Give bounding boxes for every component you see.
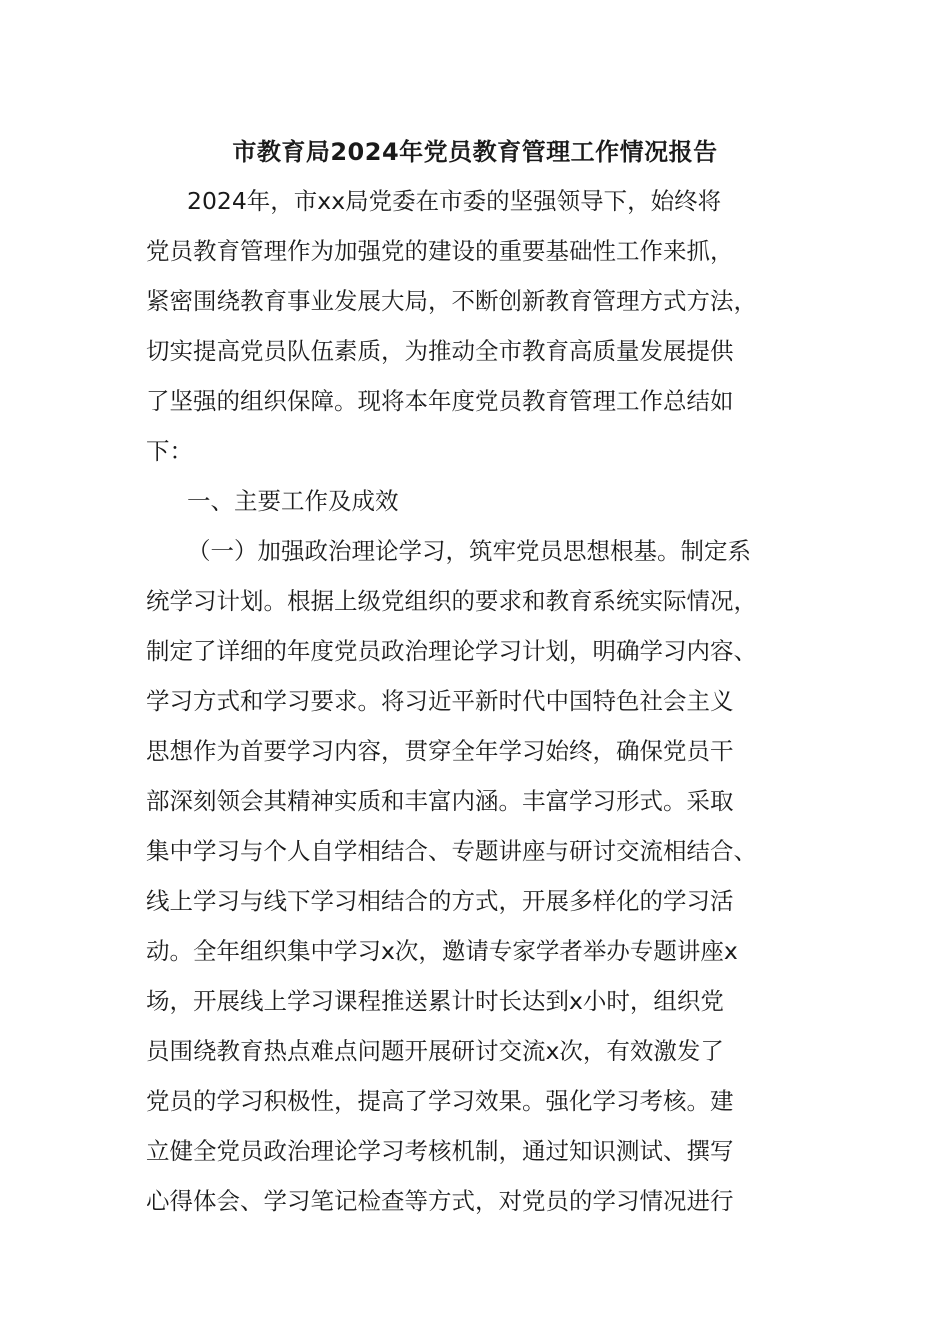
paragraph-line: 线上学习与线下学习相结合的方式，开展多样化的学习活: [146, 887, 734, 915]
paragraph-line: 员围绕教育热点难点问题开展研讨交流x次，有效激发了: [146, 1037, 724, 1065]
paragraph-line: 党员的学习积极性，提高了学习效果。强化学习考核。建: [146, 1087, 734, 1115]
paragraph-line: 紧密围绕教育事业发展大局，不断创新教育管理方式方法，: [146, 287, 757, 315]
paragraph-line: 下：: [146, 437, 193, 465]
paragraph-line: 学习方式和学习要求。将习近平新时代中国特色社会主义: [146, 687, 734, 715]
paragraph-line: 党员教育管理作为加强党的建设的重要基础性工作来抓，: [146, 237, 734, 265]
paragraph-line: （一）加强政治理论学习，筑牢党员思想根基。制定系: [187, 537, 751, 565]
paragraph-line: 制定了详细的年度党员政治理论学习计划，明确学习内容、: [146, 637, 757, 665]
paragraph-line: 了坚强的组织保障。现将本年度党员教育管理工作总结如: [146, 387, 734, 415]
paragraph-line: 动。全年组织集中学习x次，邀请专家学者举办专题讲座x: [146, 937, 738, 965]
paragraph-line: 2024年，市xx局党委在市委的坚强领导下，始终将: [187, 187, 722, 215]
paragraph-line: 集中学习与个人自学相结合、专题讲座与研讨交流相结合、: [146, 837, 757, 865]
paragraph-line: 立健全党员政治理论学习考核机制，通过知识测试、撰写: [146, 1137, 734, 1165]
paragraph-line: 思想作为首要学习内容，贯穿全年学习始终，确保党员干: [146, 737, 734, 765]
document-title: 市教育局2024年党员教育管理工作情况报告: [232, 138, 718, 166]
paragraph-line: 场，开展线上学习课程推送累计时长达到x小时，组织党: [146, 987, 724, 1015]
paragraph-line: 统学习计划。根据上级党组织的要求和教育系统实际情况，: [146, 587, 757, 615]
paragraph-line: 心得体会、学习笔记检查等方式，对党员的学习情况进行: [146, 1187, 734, 1215]
paragraph-line: 部深刻领会其精神实质和丰富内涵。丰富学习形式。采取: [146, 787, 734, 815]
paragraph-line: 切实提高党员队伍素质，为推动全市教育高质量发展提供: [146, 337, 734, 365]
section-heading: 一、主要工作及成效: [187, 487, 399, 515]
